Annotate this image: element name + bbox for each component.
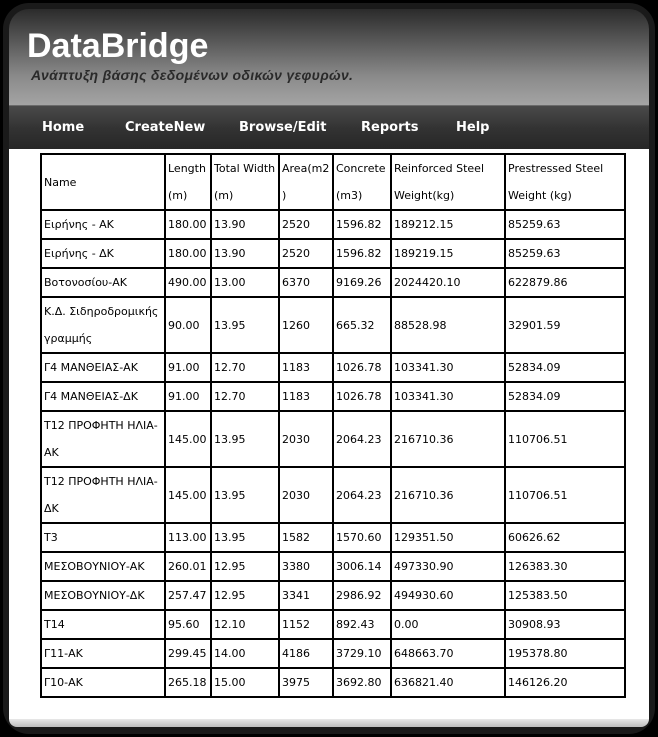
cell-length: 490.00 <box>165 268 211 297</box>
table-row <box>41 411 625 467</box>
main-content <box>9 149 649 719</box>
nav-reports[interactable]: Reports <box>361 120 419 135</box>
footer-strip <box>9 719 649 727</box>
table-row <box>41 552 625 581</box>
cell-reinforced-steel: 88528.98 <box>391 297 505 353</box>
nav-home[interactable]: Home <box>42 120 85 135</box>
cell-reinforced-steel: 497330.90 <box>391 552 505 581</box>
cell-name: Ειρήνης - ΔΚ <box>41 239 165 268</box>
cell-width: 13.00 <box>211 268 279 297</box>
cell-name: Τ14 <box>41 610 165 639</box>
col-header-name: Name <box>41 154 165 210</box>
cell-concrete: 2064.23 <box>333 467 391 523</box>
cell-reinforced-steel: 189219.15 <box>391 239 505 268</box>
col-header-concrete: Concrete (m3) <box>333 154 391 210</box>
cell-prestressed-steel: 32901.59 <box>505 297 625 353</box>
table-row <box>41 382 625 411</box>
site-tagline: Ανάπτυξη βάσης δεδομένων οδικών γεφυρών. <box>31 67 354 83</box>
cell-concrete: 3006.14 <box>333 552 391 581</box>
cell-area: 4186 <box>279 639 333 668</box>
table-row <box>41 610 625 639</box>
cell-concrete: 665.32 <box>333 297 391 353</box>
app-frame <box>3 3 655 734</box>
cell-prestressed-steel: 125383.50 <box>505 581 625 610</box>
table-row <box>41 581 625 610</box>
cell-prestressed-steel: 30908.93 <box>505 610 625 639</box>
cell-length: 145.00 <box>165 411 211 467</box>
cell-name: ΜΕΣΟΒΟΥΝΙΟΥ-ΔΚ <box>41 581 165 610</box>
cell-width: 13.90 <box>211 210 279 239</box>
cell-name: Γ10-ΑΚ <box>41 668 165 697</box>
cell-length: 260.01 <box>165 552 211 581</box>
cell-prestressed-steel: 110706.51 <box>505 467 625 523</box>
cell-concrete: 2986.92 <box>333 581 391 610</box>
cell-reinforced-steel: 636821.40 <box>391 668 505 697</box>
cell-length: 257.47 <box>165 581 211 610</box>
cell-prestressed-steel: 52834.09 <box>505 353 625 382</box>
col-header-reinforced-steel: Reinforced Steel Weight(kg) <box>391 154 505 210</box>
cell-width: 13.95 <box>211 523 279 552</box>
cell-concrete: 1570.60 <box>333 523 391 552</box>
cell-length: 95.60 <box>165 610 211 639</box>
cell-area: 6370 <box>279 268 333 297</box>
main-nav <box>9 105 649 150</box>
cell-width: 14.00 <box>211 639 279 668</box>
cell-prestressed-steel: 52834.09 <box>505 382 625 411</box>
cell-reinforced-steel: 189212.15 <box>391 210 505 239</box>
col-header-width: Total Width (m) <box>211 154 279 210</box>
table-row <box>41 668 625 697</box>
cell-reinforced-steel: 0.00 <box>391 610 505 639</box>
cell-area: 1152 <box>279 610 333 639</box>
cell-width: 13.95 <box>211 467 279 523</box>
cell-prestressed-steel: 85259.63 <box>505 210 625 239</box>
cell-concrete: 1596.82 <box>333 210 391 239</box>
cell-prestressed-steel: 146126.20 <box>505 668 625 697</box>
col-header-area: Area(m2) <box>279 154 333 210</box>
cell-width: 12.95 <box>211 581 279 610</box>
cell-name: Τ12 ΠΡΟΦΗΤΗ ΗΛΙΑ-ΑΚ <box>41 411 165 467</box>
table-row <box>41 239 625 268</box>
table-body <box>41 210 625 697</box>
cell-area: 2030 <box>279 411 333 467</box>
cell-prestressed-steel: 85259.63 <box>505 239 625 268</box>
cell-width: 12.10 <box>211 610 279 639</box>
cell-length: 180.00 <box>165 210 211 239</box>
cell-reinforced-steel: 494930.60 <box>391 581 505 610</box>
cell-length: 113.00 <box>165 523 211 552</box>
cell-area: 1582 <box>279 523 333 552</box>
cell-name: Ειρήνης - ΑΚ <box>41 210 165 239</box>
cell-reinforced-steel: 103341.30 <box>391 382 505 411</box>
cell-area: 1183 <box>279 382 333 411</box>
cell-name: ΜΕΣΟΒΟΥΝΙΟΥ-ΑΚ <box>41 552 165 581</box>
cell-width: 12.70 <box>211 382 279 411</box>
col-header-prestressed-steel: Prestressed Steel Weight (kg) <box>505 154 625 210</box>
cell-prestressed-steel: 622879.86 <box>505 268 625 297</box>
cell-prestressed-steel: 60626.62 <box>505 523 625 552</box>
nav-browse-edit[interactable]: Browse/Edit <box>239 120 327 135</box>
cell-prestressed-steel: 126383.30 <box>505 552 625 581</box>
cell-reinforced-steel: 2024420.10 <box>391 268 505 297</box>
table-header-row <box>41 154 625 210</box>
table-row <box>41 639 625 668</box>
table-row <box>41 268 625 297</box>
cell-area: 1183 <box>279 353 333 382</box>
cell-concrete: 3729.10 <box>333 639 391 668</box>
cell-concrete: 892.43 <box>333 610 391 639</box>
cell-length: 90.00 <box>165 297 211 353</box>
cell-area: 2030 <box>279 467 333 523</box>
cell-width: 15.00 <box>211 668 279 697</box>
nav-help[interactable]: Help <box>456 120 490 135</box>
cell-prestressed-steel: 195378.80 <box>505 639 625 668</box>
cell-area: 2520 <box>279 239 333 268</box>
table-row <box>41 523 625 552</box>
cell-reinforced-steel: 648663.70 <box>391 639 505 668</box>
cell-name: Γ4 ΜΑΝΘΕΙΑΣ-ΑΚ <box>41 353 165 382</box>
cell-name: Γ4 ΜΑΝΘΕΙΑΣ-ΔΚ <box>41 382 165 411</box>
cell-prestressed-steel: 110706.51 <box>505 411 625 467</box>
cell-concrete: 1596.82 <box>333 239 391 268</box>
table-row <box>41 353 625 382</box>
cell-length: 91.00 <box>165 382 211 411</box>
cell-name: Βοτονοσίου-ΑΚ <box>41 268 165 297</box>
cell-length: 91.00 <box>165 353 211 382</box>
cell-concrete: 9169.26 <box>333 268 391 297</box>
cell-length: 265.18 <box>165 668 211 697</box>
cell-area: 3975 <box>279 668 333 697</box>
cell-width: 12.70 <box>211 353 279 382</box>
cell-area: 3380 <box>279 552 333 581</box>
cell-name: Κ.Δ. Σιδηροδρομικής γραμμής <box>41 297 165 353</box>
cell-concrete: 1026.78 <box>333 353 391 382</box>
cell-concrete: 1026.78 <box>333 382 391 411</box>
col-header-length: Length (m) <box>165 154 211 210</box>
nav-createnew[interactable]: CreateNew <box>125 120 206 135</box>
cell-area: 2520 <box>279 210 333 239</box>
cell-length: 180.00 <box>165 239 211 268</box>
site-logo[interactable]: DataBridge <box>27 27 209 65</box>
site-header <box>9 9 649 105</box>
cell-reinforced-steel: 216710.36 <box>391 467 505 523</box>
table-row <box>41 297 625 353</box>
cell-reinforced-steel: 103341.30 <box>391 353 505 382</box>
cell-name: Γ11-ΑΚ <box>41 639 165 668</box>
cell-width: 12.95 <box>211 552 279 581</box>
cell-width: 13.95 <box>211 297 279 353</box>
cell-concrete: 2064.23 <box>333 411 391 467</box>
cell-name: Τ12 ΠΡΟΦΗΤΗ ΗΛΙΑ-ΔΚ <box>41 467 165 523</box>
cell-area: 1260 <box>279 297 333 353</box>
cell-reinforced-steel: 216710.36 <box>391 411 505 467</box>
cell-width: 13.95 <box>211 411 279 467</box>
bridges-table <box>40 153 626 698</box>
cell-area: 3341 <box>279 581 333 610</box>
table-row <box>41 467 625 523</box>
table-row <box>41 210 625 239</box>
cell-reinforced-steel: 129351.50 <box>391 523 505 552</box>
cell-width: 13.90 <box>211 239 279 268</box>
cell-length: 145.00 <box>165 467 211 523</box>
cell-concrete: 3692.80 <box>333 668 391 697</box>
cell-name: Τ3 <box>41 523 165 552</box>
cell-length: 299.45 <box>165 639 211 668</box>
